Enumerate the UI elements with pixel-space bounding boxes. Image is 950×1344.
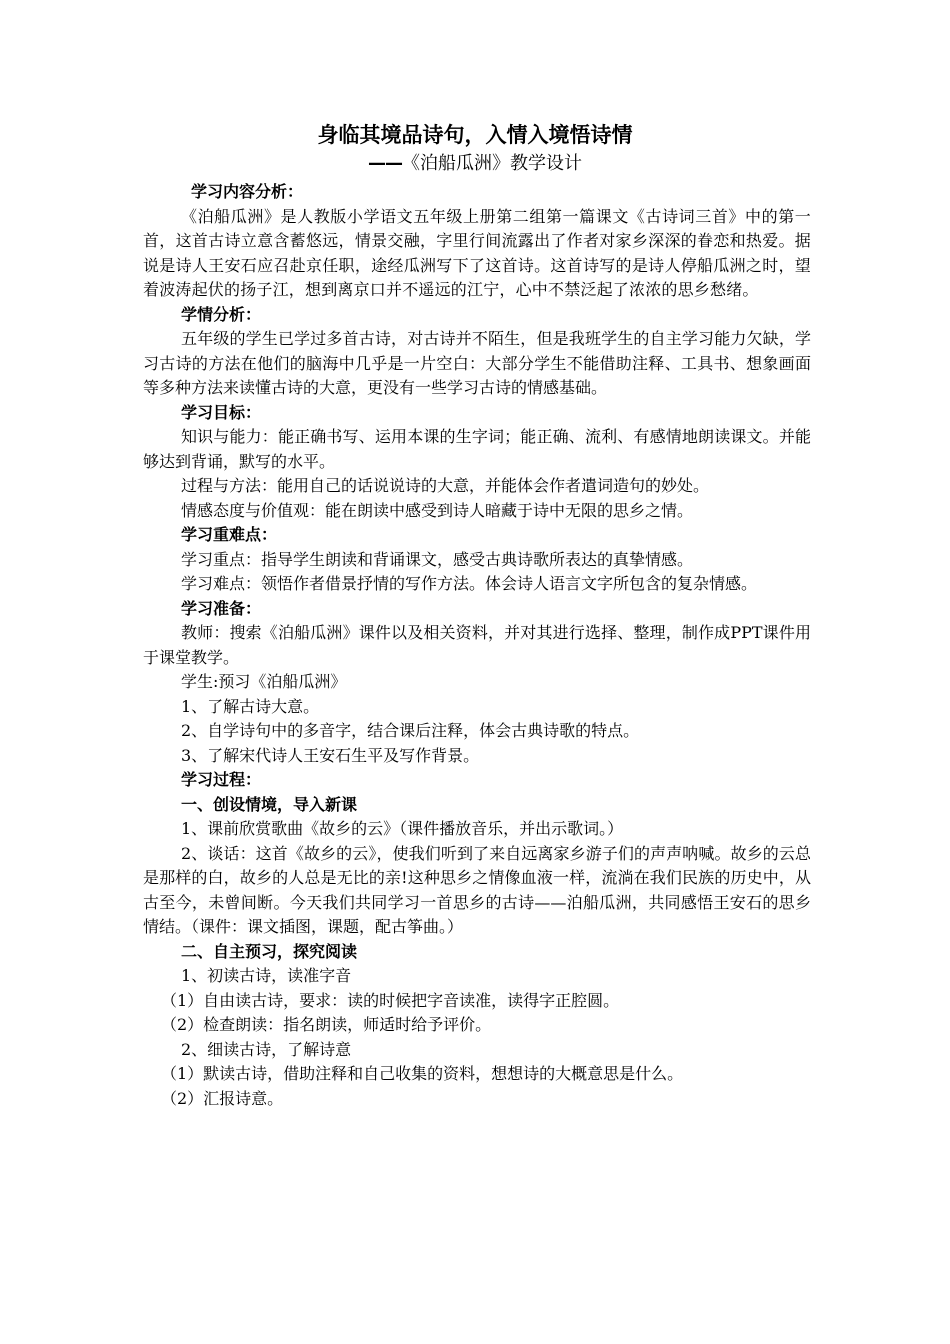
- document-title: 身临其境品诗句，入情入境悟诗情: [317, 123, 633, 147]
- paragraph: 2、谈话：这首《故乡的云》，使我们听到了来自远离家乡游子们的声声呐喊。故乡的云总是那样的白，故乡的人总是无比的亲!这种思乡之情像血液一样，流淌在我们民族的历史中，从古至今，未曾间断。今天我们共同学习一首思乡的古诗——泊船瓜洲，共同感悟王安石的思乡情结。（课件：课文插图，课题，配古筝曲。）: [143, 843, 811, 936]
- paragraph: 过程与方法：能用自己的话说说诗的大意，并能体会作者遣词造句的妙处。: [181, 476, 710, 495]
- paragraph: 学习重点：指导学生朗读和背诵课文，感受古典诗歌所表达的真挚情感。: [181, 549, 694, 569]
- section-heading: 学习重难点：: [181, 525, 278, 544]
- paragraph: 情感态度与价值观：能在朗读中感受到诗人暗藏于诗中无限的思乡之情。: [181, 500, 694, 520]
- list-item: （2）汇报诗意。: [161, 1088, 284, 1108]
- section-heading: 学情分析：: [181, 304, 262, 324]
- section-heading: 学习内容分析：: [191, 182, 304, 201]
- paragraph: 学习难点：领悟作者借景抒情的写作方法。体会诗人语言文字所包含的复杂情感。: [181, 574, 758, 593]
- document-subtitle: [0, 150, 950, 178]
- list-item: 2、自学诗句中的多音字，结合课后注释，体会古典诗歌的特点。: [181, 721, 640, 740]
- list-item: 1、初读古诗，读准字音: [181, 966, 352, 985]
- list-item: （1）默读古诗，借助注释和自己收集的资料，想想诗的大概意思是什么。: [161, 1064, 684, 1083]
- paragraph: 《泊船瓜洲》是人教版小学语文五年级上册第二组第一篇课文《古诗词三首》中的第一首，这首古诗立意含蓄悠远，情景交融，字里行间流露出了作者对家乡深深的眷恋和热爱。据说是诗人王安石应召赴京任职，途经瓜洲写下了这首诗。这首诗写的是诗人停船瓜洲之时，望着波涛起伏的扬子江，想到离京口并不遥远的江宁，心中不禁泛起了浓浓的思乡愁绪。: [143, 206, 811, 299]
- subsection-heading: 一、创设情境，导入新课: [181, 794, 358, 814]
- subtitle-dash: ——: [368, 153, 402, 174]
- paragraph: 五年级的学生已学过多首古诗，对古诗并不陌生，但是我班学生的自主学习能力欠缺，学习古诗的方法在他们的脑海中几乎是一片空白：大部分学生不能借助注释、工具书、想象画面等多种方法来读懂古诗的大意，更没有一些学习古诗的情感基础。: [143, 329, 811, 397]
- section-heading: 学习过程：: [181, 770, 262, 789]
- paragraph: 1、课前欣赏歌曲《故乡的云》（课件播放音乐，并出示歌词。）: [181, 819, 624, 838]
- paragraph: 教师：搜索《泊船瓜洲》课件以及相关资料，并对其进行选择、整理，制作成PPT课件用于课堂教学。: [143, 623, 811, 667]
- section-heading: 学习目标：: [181, 402, 262, 422]
- paragraph: 学生:预习《泊船瓜洲》: [181, 672, 347, 691]
- paragraph: 知识与能力：能正确书写、运用本课的生字词；能正确、流利、有感情地朗读课文。并能够达到背诵，默写的水平。: [143, 427, 811, 471]
- document-body: [143, 180, 811, 1111]
- list-item: （1）自由读古诗，要求：读的时候把字音读准，读得字正腔圆。: [161, 990, 620, 1010]
- subsection-heading: 二、自主预习，探究阅读: [181, 941, 358, 961]
- list-item: 1、了解古诗大意。: [181, 696, 320, 716]
- subtitle-text: 《泊船瓜洲》教学设计: [402, 153, 582, 174]
- list-item: 2、细读古诗，了解诗意: [181, 1039, 352, 1059]
- section-heading: 学习准备：: [181, 598, 262, 618]
- list-item: 3、了解宋代诗人王安石生平及写作背景。: [181, 745, 480, 765]
- list-item: （2）检查朗读：指名朗读，师适时给予评价。: [161, 1015, 492, 1034]
